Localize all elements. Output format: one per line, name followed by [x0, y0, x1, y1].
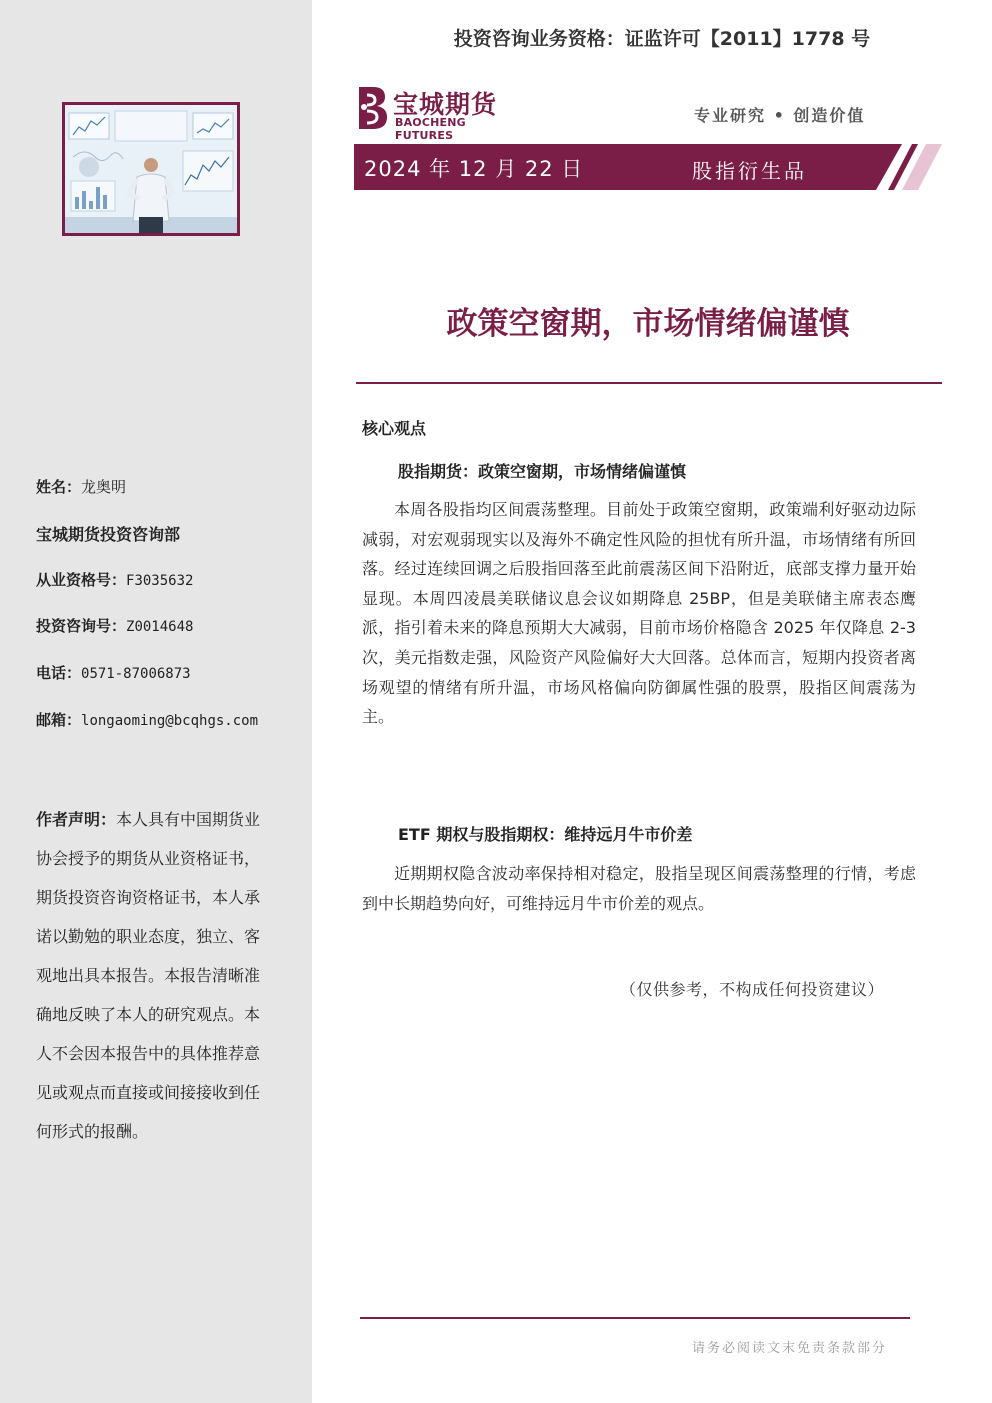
department: 宝城期货投资咨询部 [36, 525, 181, 544]
cover-photo [62, 102, 240, 236]
company-logo [355, 83, 525, 142]
report-category: 股指衍生品 [692, 159, 807, 183]
phone: 电话：0571-87006873 [36, 664, 191, 682]
section-options-text: 近期期权隐含波动率保持相对稳定，股指呈现区间震荡整理的行情，考虑到中长期趋势向好，可维持远月牛市价差的观点。 [362, 864, 916, 913]
analyst-name: 姓名：龙奥明 [36, 478, 127, 496]
core-view-heading: 核心观点 [362, 419, 427, 438]
title-divider [356, 382, 942, 384]
section-options-heading: ETF 期权与股指期权：维持远月牛市价差 [398, 825, 693, 844]
footer-divider [360, 1317, 910, 1319]
report-title: 政策空窗期，市场情绪偏谨慎 [446, 306, 850, 342]
consulting-number: 投资咨询号：Z0014648 [36, 617, 194, 635]
disclaimer-note: （仅供参考，不构成任何投资建议） [620, 980, 885, 999]
qualification-number: 从业资格号：F3035632 [36, 571, 194, 589]
logo-text-en: BAOCHENG FUTURES [395, 116, 466, 142]
section-futures-text: 本周各股指均区间震荡整理。目前处于政策空窗期，政策端利好驱动边际减弱，对宏观弱现实以及海外不确定性风险的担忧有所升温，市场情绪有所回落。经过连续回调之后股指回落至此前震荡区间下沿附近，底部支撑力量开始显现。本周四凌晨美联储议息会议如期降息 25BP，但是美联储主席表态鹰派，指引着未来的降息预期大大减弱，目前市场价格隐含 2025 年仅降息 2-3 次，美元指数走强，风险资产风险偏好大大回落。总体而言，短期内投资者离场观望的情绪有所升温，市场风格偏向防御属性强的股票，股指区间震荡为主。 [362, 500, 916, 727]
cover-illustration [65, 105, 237, 233]
logo-text-cn: 宝城期货 [393, 90, 498, 119]
footer-note: 请务必阅读文末免责条款部分 [692, 1341, 888, 1356]
section-futures-heading: 股指期货：政策空窗期，市场情绪偏谨慎 [398, 462, 687, 481]
email: 邮箱：longaoming@bcqhgs.com [36, 711, 259, 729]
company-slogan: 专业研究 • 创造价值 [694, 106, 866, 125]
author-statement: 作者声明：本人具有中国期货业协会授予的期货从业资格证书，期货投资咨询资格证书，本人承诺以勤勉的职业态度，独立、客观地出具本报告。本报告清晰准确地反映了本人的研究观点。本人不会因本报告中的具体推荐意见或观点而直接或间接接收到任何形式的报酬。 [36, 810, 261, 1141]
baocheng-logo-icon [355, 83, 391, 131]
report-date: 2024 年 12 月 22 日 [364, 157, 584, 181]
license-line: 投资咨询业务资格：证监许可【2011】1778 号 [453, 28, 871, 50]
